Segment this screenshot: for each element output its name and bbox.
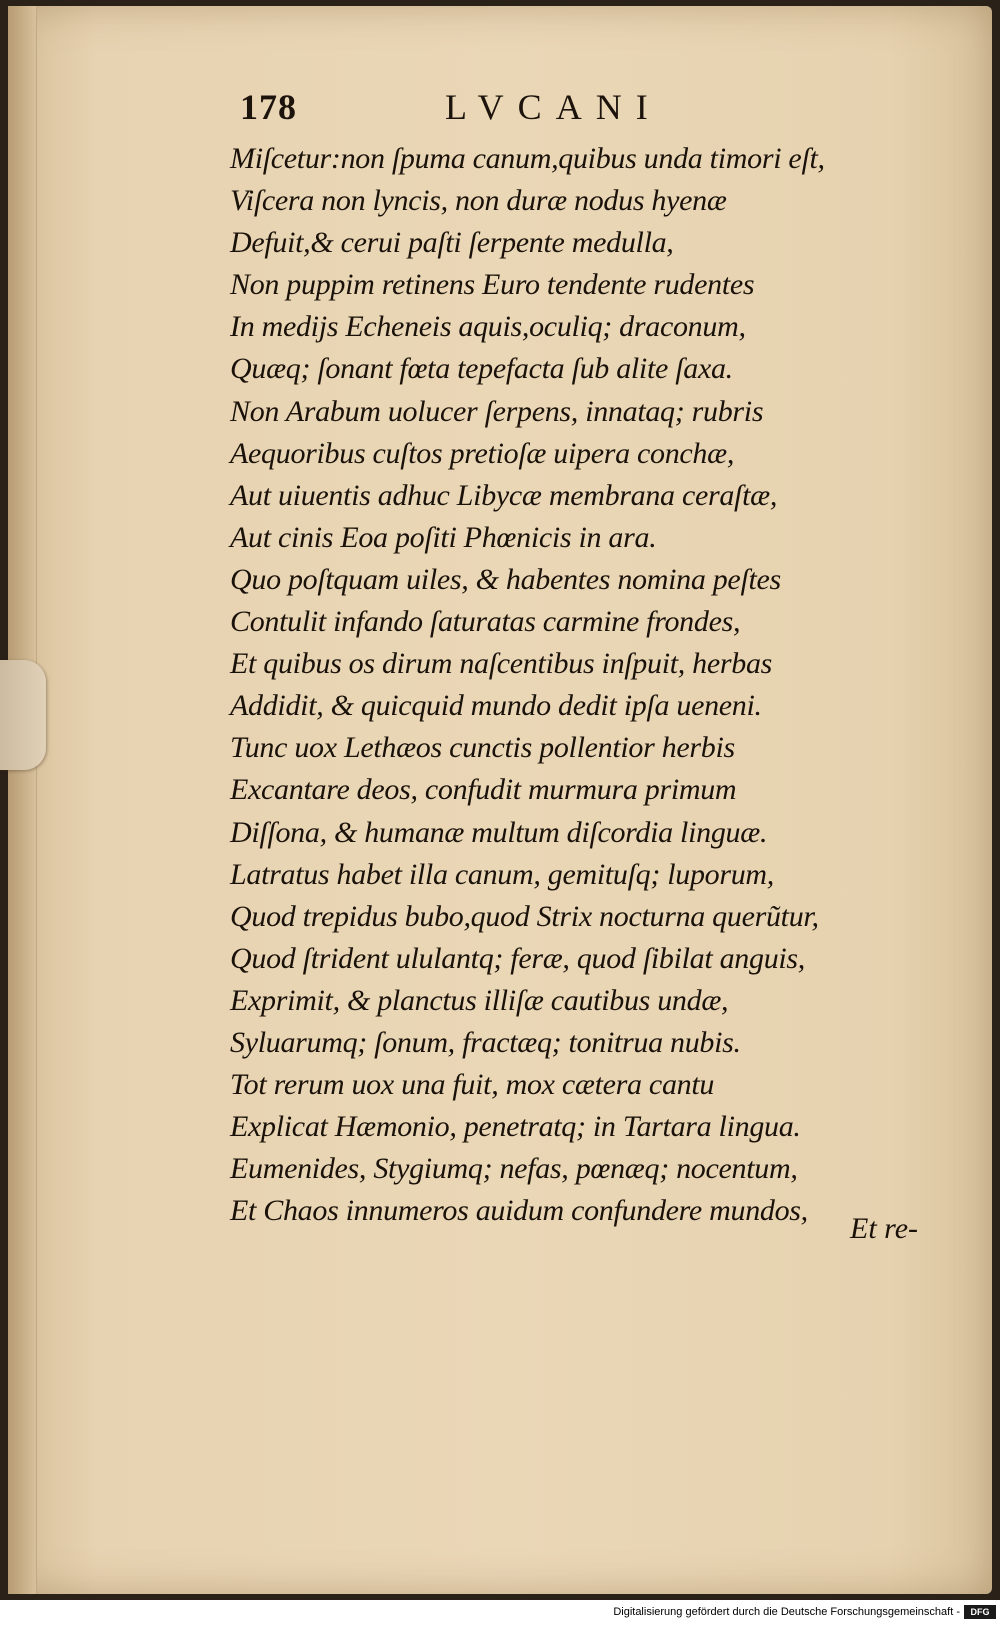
bookmark-tab [0,660,46,770]
catchword: Et re- [850,1212,919,1245]
verse-line: Eumenides, Stygiumq; nefas, pœnæq; nocentum, [230,1152,798,1186]
verse-line: Non puppim retinens Euro tendente rudentes [230,268,755,302]
verse-line: Exprimit, & planctus illiſæ cautibus undæ, [230,983,729,1017]
page-number: 178 [240,87,297,127]
verse-line: Non Arabum uolucer ſerpens, innataq; rubris [230,394,764,428]
page-gutter [8,6,37,1594]
verse-line: Tunc uox Lethæos cunctis pollentior herbis [230,731,735,765]
verse-line: Addidit, & quicquid mundo dedit ipſa ueneni. [230,689,762,723]
verse-line: Diſſona, & humanæ multum diſcordia linguæ. [230,815,768,849]
verse-line: Aut uiuentis adhuc Libycæ membrana ceraſtæ, [230,478,778,512]
digitization-footer [0,1600,1000,1627]
verse-line: Excantare deos, confudit murmura primum [230,773,737,807]
verse-line: Contulit infando ſaturatas carmine frondes, [230,605,741,639]
verse-line: Et quibus os dirum naſcentibus inſpuit, herbas [230,647,773,681]
page-header [240,86,760,130]
verse-text-block [230,138,930,1232]
verse-line: Latratus habet illa canum, gemituſq; luporum, [230,857,774,891]
verse-line: Quo poſtquam uiles, & habentes nomina peſtes [230,562,781,596]
verse-line: Defuit,& cerui paſti ſerpente medulla, [230,226,674,260]
verse-line: In medijs Echeneis aquis,oculiq; draconum, [230,310,746,344]
verse-line: Miſcetur:non ſpuma canum,quibus unda timori eſt, [230,142,825,175]
verse-line: Quæq; ſonant fœta tepefacta ſub alite ſaxa. [230,352,733,386]
verse-line: Explicat Hæmonio, penetratq; in Tartara lingua. [230,1110,801,1144]
dfg-logo: DFG [964,1605,996,1619]
verse-line: Viſcera non lyncis, non duræ nodus hyenæ [230,184,727,218]
verse-line: Quod ſtrident ululantq; feræ, quod ſibilat anguis, [230,941,806,975]
verse-line: Tot rerum uox una fuit, mox cætera cantu [230,1068,715,1102]
verse-line: Aut cinis Eoa poſiti Phœnicis in ara. [230,520,657,554]
verse-line: Syluarumq; ſonum, fractæq; tonitrua nubis. [230,1025,741,1059]
verse-line: Quod trepidus bubo,quod Strix nocturna querũtur, [230,899,819,933]
running-head: LVCANI [445,87,662,127]
verse-line: Aequoribus cuſtos pretioſæ uipera conchæ, [230,436,735,470]
verse-line: Et Chaos innumeros auidum confundere mundos, [230,1194,808,1228]
funding-credit: Digitalisierung gefördert durch die Deutsche Forschungsgemeinschaft - [613,1606,960,1618]
